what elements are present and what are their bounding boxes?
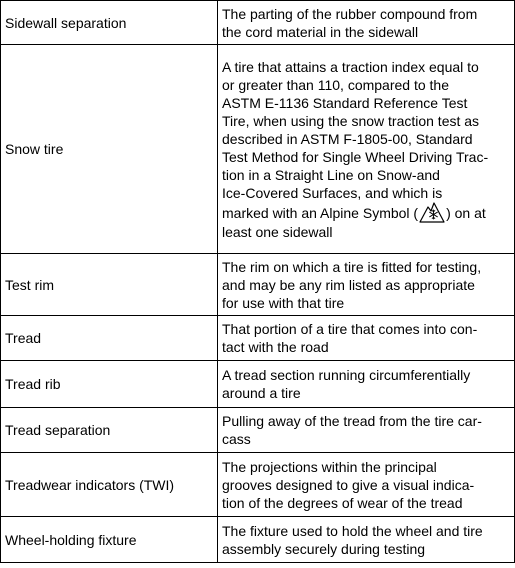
definition-line: Pulling away of the tread from the tire car- bbox=[222, 413, 482, 429]
table-row bbox=[1, 254, 515, 316]
definition-line: That portion of a tire that comes into con- bbox=[222, 321, 478, 337]
term-text: Snow tire bbox=[5, 141, 64, 157]
term-text: Wheel-holding fixture bbox=[5, 531, 137, 548]
definition-cell bbox=[218, 1, 515, 45]
definition-line: assembly securely during testing bbox=[222, 540, 426, 557]
definition-line: grooves designed to give a visual indica- bbox=[222, 476, 475, 493]
definition-line: and may be any rim listed as appropriate bbox=[222, 276, 475, 293]
definition-cell bbox=[218, 254, 515, 316]
term-text: Tread bbox=[5, 330, 42, 346]
table-row bbox=[1, 408, 515, 453]
definition-line: ASTM E-1136 Standard Reference Test bbox=[222, 94, 468, 111]
alpine-symbol-icon bbox=[419, 201, 445, 223]
definition-line: for use with that tire bbox=[222, 294, 345, 311]
definition-cell bbox=[218, 361, 515, 408]
definition-line: The rim on which a tire is fitted for testing, bbox=[222, 258, 482, 275]
term-cell bbox=[1, 1, 218, 45]
symbol-line-before: marked with an Alpine Symbol ( bbox=[222, 204, 419, 221]
definition-line: Test Method for Single Wheel Driving Trac- bbox=[222, 148, 489, 165]
definition-line: A tire that attains a traction index equal to bbox=[222, 58, 479, 75]
definition-line: or greater than 110, compared to the bbox=[222, 76, 449, 93]
definition-line: around a tire bbox=[222, 385, 301, 401]
definition-cell bbox=[218, 453, 515, 517]
term-cell bbox=[1, 45, 218, 254]
term-cell bbox=[1, 408, 218, 453]
term-cell bbox=[1, 517, 218, 563]
table-row bbox=[1, 1, 515, 45]
definition-line: tion of the degrees of wear of the tread bbox=[222, 494, 463, 511]
term-text: Test rim bbox=[5, 276, 54, 293]
definition-line: the cord material in the sidewall bbox=[222, 23, 419, 40]
table-row bbox=[1, 361, 515, 408]
table-row bbox=[1, 453, 515, 517]
term-text: Treadwear indicators (TWI) bbox=[5, 476, 175, 493]
definition-line: A tread section running circumferentially bbox=[222, 367, 471, 383]
term-cell bbox=[1, 254, 218, 316]
definition-line bbox=[222, 201, 510, 225]
definition-line: The fixture used to hold the wheel and tire bbox=[222, 522, 483, 539]
table-row bbox=[1, 517, 515, 563]
table-row bbox=[1, 45, 515, 254]
definition-line: least one sidewall bbox=[222, 223, 333, 240]
definition-line: described in ASTM F-1805-00, Standard bbox=[222, 130, 473, 147]
definition-line: tion in a Straight Line on Snow-and bbox=[222, 166, 440, 183]
definition-line: The parting of the rubber compound from bbox=[222, 5, 478, 22]
definition-line: The projections within the principal bbox=[222, 458, 437, 475]
symbol-line-after: ) on at bbox=[446, 204, 486, 221]
table-row bbox=[1, 316, 515, 361]
definition-cell bbox=[218, 45, 515, 254]
definition-cell bbox=[218, 316, 515, 361]
term-text: Tread separation bbox=[5, 422, 111, 438]
definition-line: tact with the road bbox=[222, 339, 329, 355]
term-text: Tread rib bbox=[5, 376, 61, 392]
term-cell bbox=[1, 316, 218, 361]
definition-line: Tire, when using the snow traction test as bbox=[222, 112, 480, 129]
term-cell bbox=[1, 361, 218, 408]
term-text: Sidewall separation bbox=[5, 14, 127, 31]
definition-line: cass bbox=[222, 431, 251, 447]
definition-cell bbox=[218, 517, 515, 563]
definition-line: Ice-Covered Surfaces, and which is bbox=[222, 184, 443, 201]
definition-cell bbox=[218, 408, 515, 453]
term-cell bbox=[1, 453, 218, 517]
